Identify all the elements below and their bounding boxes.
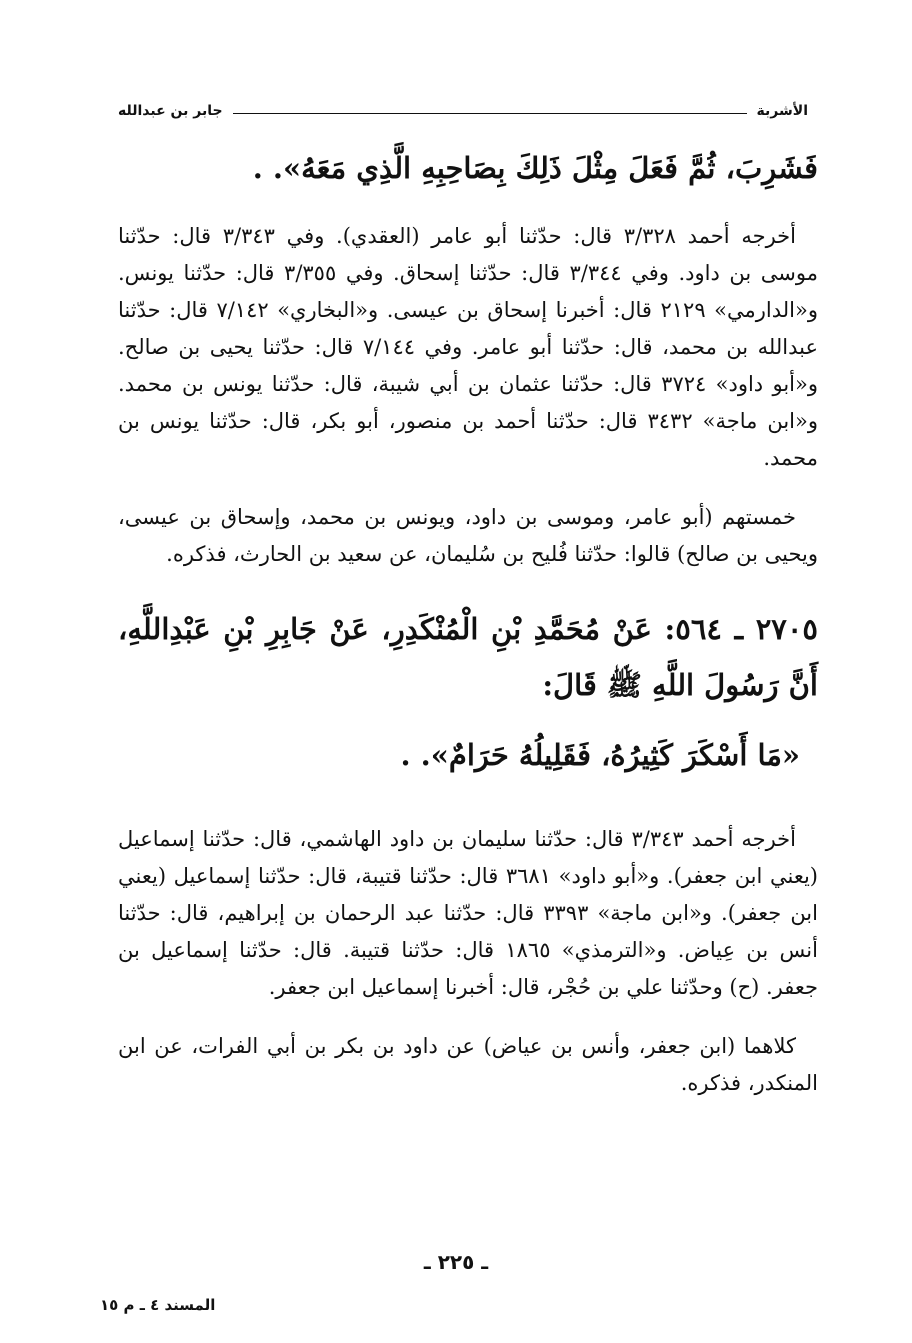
hadith-text-continuation: فَشَرِبَ، ثُمَّ فَعَلَ مِثْلَ ذَلِكَ بِصَاحِبِهِ الَّذِي مَعَهُ». . <box>252 151 818 185</box>
page-body <box>118 140 818 1102</box>
narrators-summary-2: كلاهما (ابن جعفر، وأنس بن عياض) عن داود بن بكر بن أبي الفرات، عن ابن المنكدر، فذكره. <box>118 1034 818 1095</box>
narrators-summary: خمستهم (أبو عامر، وموسى بن داود، ويونس بن محمد، وإسحاق بن عيسى، ويحيى بن صالح) قالوا: حدّثنا فُليح بن سُليمان، عن سعيد بن الحارث، فذكره. <box>118 505 818 566</box>
takhrij-paragraph-2: أخرجه أحمد ٣/٣٤٣ قال: حدّثنا سليمان بن داود الهاشمي، قال: حدّثنا إسماعيل (يعني ابن جعفر). و«أبو داود» ٣٦٨١ قال: حدّثنا قتيبة، قال: حدّثنا إسماعيل (يعني ابن جعفر). و«ابن ماجة» ٣٣٩٣ قال: حدّثنا عبد الرحمان بن إبراهيم، قال: حدّثنا أنس بن عِياض. و«الترمذي» ١٨٦٥ قال: حدّثنا قتيبة. قال: حدّثنا إسماعيل بن جعفر. (ح) وحدّثنا علي بن حُجْر، قال: أخبرنا إسماعيل ابن جعفر. <box>118 827 818 999</box>
hadith-isnad: ٢٧٠٥ ـ ٥٦٤: عَنْ مُحَمَّدِ بْنِ الْمُنْكَدِرِ، عَنْ جَابِرِ بْنِ عَبْدِاللَّهِ، أَنَّ رَسُولَ اللَّهِ ﷺ قَالَ: <box>118 612 818 702</box>
header-section-title: الأشربة <box>756 103 808 119</box>
running-header <box>118 96 808 126</box>
printer-signature: المسند ٤ ـ م ١٥ <box>100 1296 216 1314</box>
hadith-matn: «مَا أَسْكَرَ كَثِيرُهُ، فَقَلِيلُهُ حَرَامٌ». . <box>400 738 800 772</box>
page-number: ـ ٢٢٥ ـ <box>423 1250 489 1274</box>
header-rule <box>233 113 747 114</box>
header-chapter-title: جابر بن عبدالله <box>118 103 223 119</box>
takhrij-paragraph: أخرجه أحمد ٣/٣٢٨ قال: حدّثنا أبو عامر (العقدي). وفي ٣/٣٤٣ قال: حدّثنا موسى بن داود. وفي ٣/٣٤٤ قال: حدّثنا إسحاق. وفي ٣/٣٥٥ قال: حدّثنا يونس. و«الدارمي» ٢١٢٩ قال: أخبرنا إسحاق بن عيسى. و«البخاري» ٧/١٤٢ قال: حدّثنا عبدالله بن محمد، قال: حدّثنا أبو عامر. وفي ٧/١٤٤ قال: حدّثنا يحيى بن صالح. و«أبو داود» ٣٧٢٤ قال: حدّثنا عثمان بن أبي شيبة، قال: حدّثنا يونس بن محمد. و«ابن ماجة» ٣٤٣٢ قال: حدّثنا أحمد بن منصور، أبو بكر، قال: حدّثنا يونس بن محمد. <box>118 224 818 470</box>
